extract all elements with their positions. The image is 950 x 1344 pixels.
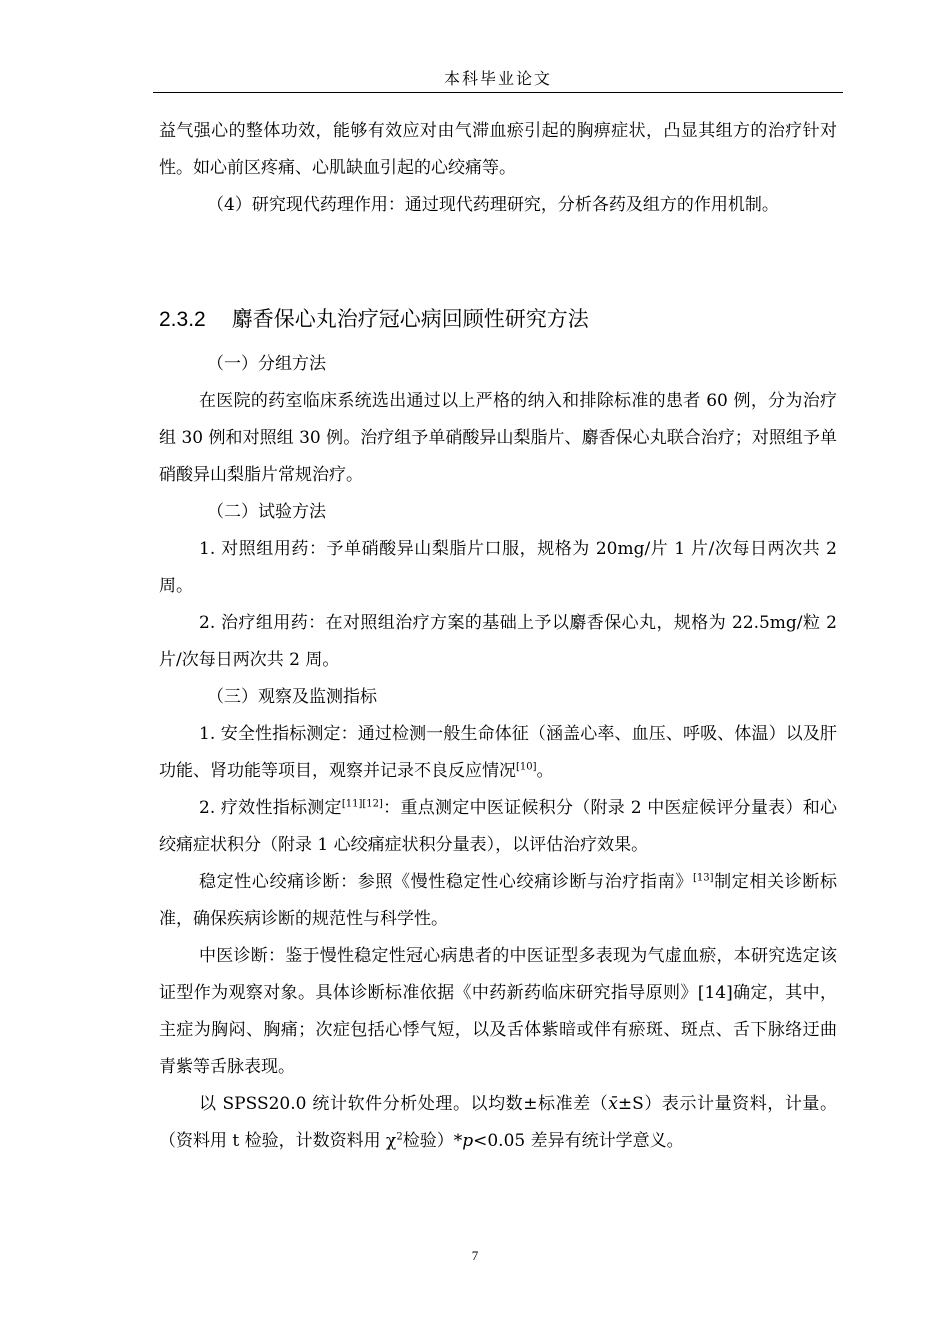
header-rule: [153, 92, 843, 93]
mean-symbol: x̄: [608, 1094, 618, 1114]
trial-item-2: 2. 治疗组用药：在对照组治疗方案的基础上予以麝香保心丸，规格为 22.5mg/粒 2 片/次每日两次共 2 周。: [159, 613, 837, 670]
stats-text-4: <0.05 差异有统计学意义。: [473, 1131, 684, 1151]
citation-ref: [13]: [692, 872, 714, 884]
statistics-paragraph: [159, 1086, 837, 1160]
observation-item-1-end: 。: [536, 761, 554, 781]
stats-text-2: ±S）表示计量资料，计量。（资料用 t 检验，计数资料用 χ: [159, 1094, 838, 1151]
section-spacer: [159, 224, 837, 299]
observation-item-1: [159, 716, 837, 790]
grouping-body: 在医院的药室临床系统选出通过以上严格的纳入和排除标准的患者 60 例，分为治疗组 30 例和对照组 30 例。治疗组予单硝酸异山梨脂片、麝香保心丸联合治疗；对照组予单硝酸异山梨脂片常规治疗。: [159, 391, 837, 485]
stats-text-3: 检验）*: [402, 1131, 463, 1151]
citation-ref: [11][12]: [341, 798, 383, 810]
section-heading: [159, 299, 837, 340]
stable-diagnosis-text: 稳定性心绞痛诊断：参照《慢性稳定性心绞痛诊断与治疗指南》: [199, 872, 693, 892]
stats-text-1: 以 SPSS20.0 统计软件分析处理。以均数±标准差（: [199, 1094, 609, 1114]
tcm-diagnosis: 中医诊断：鉴于慢性稳定性冠心病患者的中医证型多表现为气虚血瘀，本研究选定该证型作为观察对象。具体诊断标准依据《中药新药临床研究指导原则》[14]确定，其中，主症为胸闷、胸痛；次症包括心悸气短，以及舌体紫暗或伴有瘀斑、斑点、舌下脉络迂曲青紫等舌脉表现。: [159, 946, 837, 1077]
chi-square-superscript: 2: [396, 1131, 403, 1143]
intro-paragraph-1: 益气强心的整体功效，能够有效应对由气滞血瘀引起的胸痹症状，凸显其组方的治疗针对性。如心前区疼痛、心肌缺血引起的心绞痛等。: [159, 121, 837, 178]
section-title-text: 麝香保心丸治疗冠心病回顾性研究方法: [231, 307, 589, 331]
observation-item-1-text: 1. 安全性指标测定：通过检测一般生命体征（涵盖心率、血压、呼吸、体温）以及肝功能、肾功能等项目，观察并记录不良反应情况: [159, 724, 837, 781]
trial-heading: （二）试验方法: [207, 502, 326, 522]
page-number: 7: [471, 1248, 479, 1263]
stable-diagnosis-rest: 制定相关诊断标准，确保疾病诊断的规范性与科学性。: [159, 872, 838, 929]
p-value-symbol: p: [462, 1131, 474, 1151]
page-body: [159, 113, 837, 1160]
section-number: 2.3.2: [159, 308, 206, 331]
trial-item-1: 1. 对照组用药：予单硝酸异山梨脂片口服，规格为 20mg/片 1 片/次每日两次共 2 周。: [159, 539, 837, 596]
intro-paragraph-2: （4）研究现代药理作用：通过现代药理研究，分析各药及组方的作用机制。: [207, 195, 779, 215]
citation-ref: [10]: [516, 761, 537, 773]
observation-item-2-rest: ：重点测定中医证候积分（附录 2 中医症候评分量表）和心绞痛症状积分（附录 1 心绞痛症状积分量表），以评估治疗效果。: [159, 798, 838, 855]
observation-heading: （三）观察及监测指标: [207, 687, 377, 707]
observation-item-2-text: 2. 疗效性指标测定: [199, 798, 342, 818]
stable-angina-diagnosis: [159, 864, 837, 938]
observation-item-2: [159, 790, 837, 864]
grouping-heading: （一）分组方法: [207, 354, 326, 374]
running-header: 本科毕业论文: [443, 69, 552, 88]
